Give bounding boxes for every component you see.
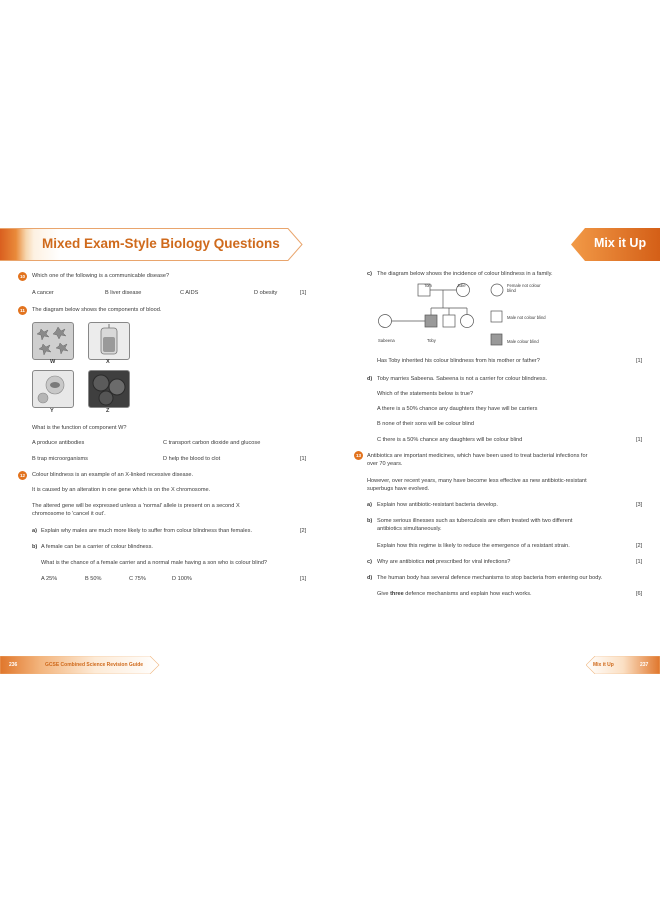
q12-c-label: c) [367, 271, 372, 277]
label-y: Y [50, 408, 54, 414]
platelets-image [32, 322, 74, 360]
q13-line2: over 70 years. [367, 461, 403, 467]
q13-d-bold: three [390, 591, 404, 597]
q12-b-option-c: C 75% [129, 576, 146, 582]
q13-c-pre: Why are antibiotics [377, 559, 426, 565]
q10-option-d: D obesity [254, 290, 278, 296]
q13-d-marks: [6] [636, 591, 643, 597]
footer-section-label: Mix it Up [593, 662, 614, 668]
q12-line2: It is caused by an alteration in one gene which is on the X chromosome. [32, 487, 211, 493]
q11-marks: [1] [300, 456, 307, 462]
label-w: W [50, 359, 56, 365]
blood-bag-image [88, 322, 130, 360]
q13-line3: However, over recent years, many have become less effective as new antibiotic-resistant [367, 478, 587, 484]
pedigree-name-tom: Tom [424, 283, 432, 288]
footer-page-number-left: 236 [9, 662, 18, 668]
key-male-not-colour-blind: Male not colour blind [507, 315, 546, 320]
q13-c-question [377, 559, 510, 566]
q11-text: The diagram below shows the components of blood. [32, 307, 162, 313]
pedigree-diagram [370, 282, 480, 344]
footer-page-number-right: 237 [640, 662, 649, 668]
label-x: X [106, 359, 110, 365]
q10-option-c: C AIDS [180, 290, 199, 296]
q13-a-label: a) [367, 502, 372, 508]
q13-c-marks: [1] [636, 559, 643, 565]
q12-c-question: Has Toby inherited his colour blindness from his mother or father? [377, 358, 540, 364]
q12-b-label: b) [32, 544, 38, 550]
q10-text: Which one of the following is a communicable disease? [32, 273, 170, 279]
q13-b-marks: [2] [636, 543, 643, 549]
white-blood-cell-image [32, 370, 74, 408]
q12-a-text: Explain why males are much more likely to suffer from colour blindness than females. [41, 528, 252, 534]
q12-d-option-c: C there is a 50% chance any daughters will be colour blind [377, 437, 523, 443]
q12-d-option-b: B none of their sons will be colour blind [377, 421, 475, 427]
q12-b-option-b: B 50% [85, 576, 102, 582]
q13-c-post: prescribed for viral infections? [434, 559, 511, 565]
q13-b-text1: Some serious illnesses such as tuberculosis are often treated with two different [377, 518, 573, 524]
q12-d-question: Which of the statements below is true? [377, 391, 474, 397]
q10-option-a: A cancer [32, 290, 54, 296]
pedigree-name-julie: Julie [457, 283, 466, 288]
q13-d-question [377, 591, 532, 598]
q13-c-label: c) [367, 559, 372, 565]
q13-d-post: defence mechanisms and explain how each works. [403, 591, 532, 597]
q13-d-text: The human body has several defence mechanisms to stop bacteria from entering our body. [377, 575, 603, 581]
q12-c-text: The diagram below shows the incidence of colour blindness in a family. [377, 271, 553, 277]
q13-b-question: Explain how this regime is likely to reduce the emergence of a resistant strain. [377, 543, 570, 549]
q12-line3b: chromosome to 'cancel it out'. [32, 511, 106, 517]
section-title: Mix it Up [594, 236, 647, 250]
q12-d-option-a: A there is a 50% chance any daughters they have will be carriers [377, 406, 538, 412]
q13-a-text: Explain how antibiotic-resistant bacteria develop. [377, 502, 498, 508]
q11-option-c: C transport carbon dioxide and glucose [163, 440, 261, 446]
q12-b-question: What is the chance of a female carrier and a normal male having a son who is colour blind? [41, 560, 268, 566]
q11-option-d: D help the blood to clot [163, 456, 221, 462]
q12-line1: Colour blindness is an example of an X-linked recessive disease. [32, 472, 194, 478]
page-title: Mixed Exam-Style Biology Questions [42, 236, 280, 251]
q12-d-text: Toby marries Sabeena. Sabeena is not a carrier for colour blindness. [377, 376, 548, 382]
q12-a-label: a) [32, 528, 37, 534]
question-number-10: 10 [19, 274, 26, 279]
pedigree-name-sabeena: Sabeena [378, 338, 395, 343]
q10-option-b: B liver disease [105, 290, 142, 296]
q11-option-b: B trap microorganisms [32, 456, 88, 462]
key-female-not-colour-blind: Female not colour blind [507, 283, 541, 293]
question-number-12: 12 [19, 473, 26, 478]
q13-d-label: d) [367, 575, 373, 581]
q12-c-marks: [1] [636, 358, 643, 364]
q13-c-bold: not [425, 559, 435, 565]
q12-b-option-a: A 25% [41, 576, 58, 582]
question-number-13: 13 [355, 453, 362, 458]
question-number-11: 11 [18, 306, 27, 315]
q13-line1: Antibiotics are important medicines, which have been used to treat bacterial infections for [367, 453, 588, 459]
key-male-colour-blind: Male colour blind [507, 339, 539, 344]
q11-option-a: A produce antibodies [32, 440, 85, 446]
q13-line4: superbugs have evolved. [367, 486, 430, 492]
q10-marks: [1] [300, 290, 307, 296]
q13-b-text2: antibiotics simultaneously. [377, 526, 442, 532]
q13-a-marks: [3] [636, 502, 643, 508]
label-z: Z [106, 408, 110, 414]
q12-d-label: d) [367, 376, 373, 382]
footer-book-title: GCSE Combined Science Revision Guide [45, 662, 144, 668]
q12-b-marks: [1] [300, 576, 307, 582]
q12-a-marks: [2] [300, 528, 307, 534]
q13-d-pre: Give [377, 591, 391, 597]
q12-b-text: A female can be a carrier of colour blindness. [41, 544, 153, 550]
q11-question: What is the function of component W? [32, 425, 127, 431]
pedigree-key [490, 283, 504, 347]
q12-line3a: The altered gene will be expressed unless a 'normal' allele is present on a second X [32, 503, 240, 509]
q12-d-marks: [1] [636, 437, 643, 443]
red-blood-cells-image [88, 370, 130, 408]
q12-b-option-d: D 100% [172, 576, 192, 582]
pedigree-name-toby: Toby [427, 338, 436, 343]
q13-b-label: b) [367, 518, 373, 524]
